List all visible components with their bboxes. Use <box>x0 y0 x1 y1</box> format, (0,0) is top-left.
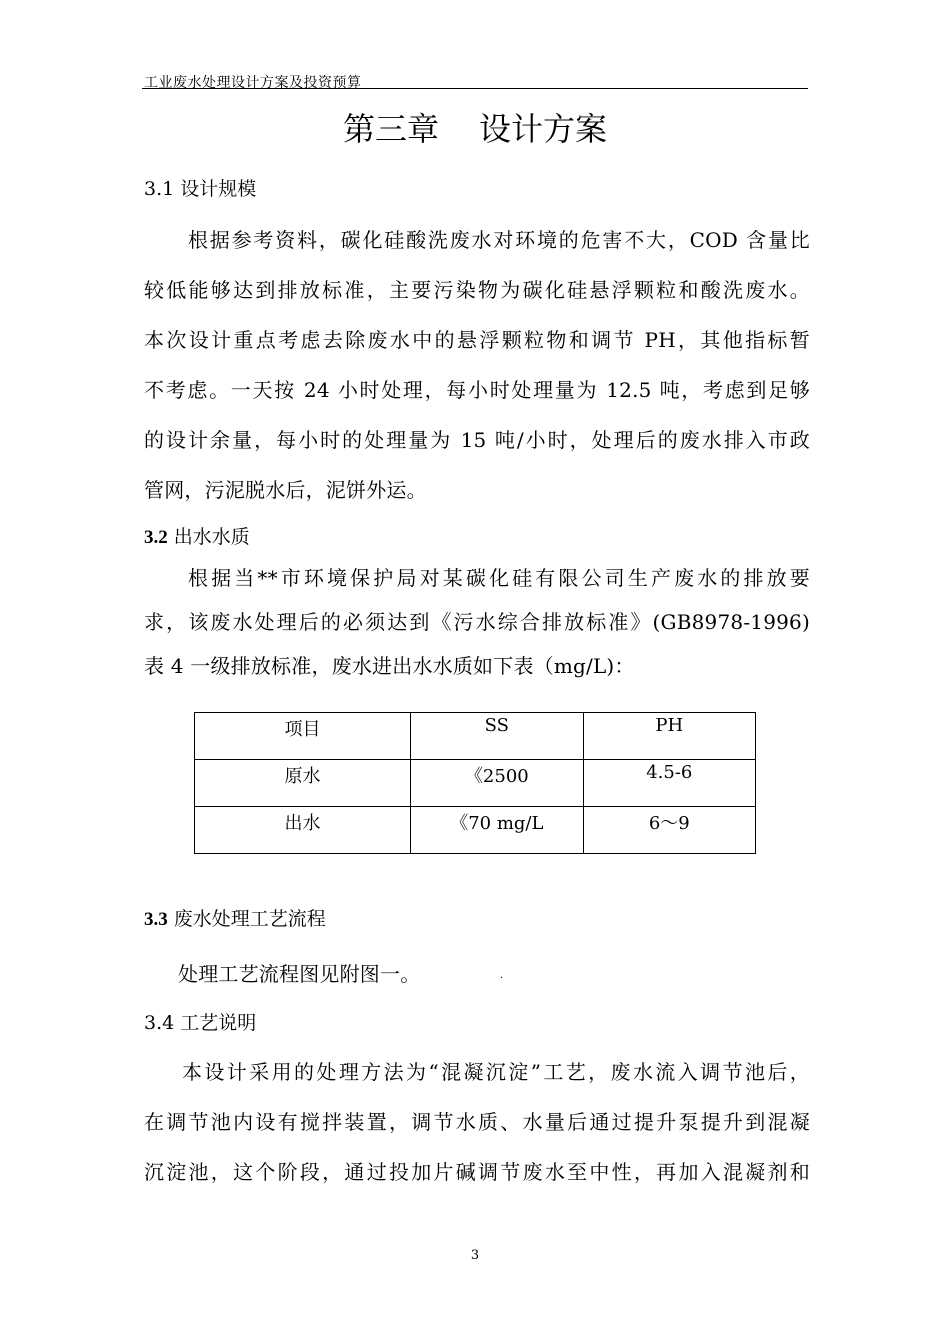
table-row <box>195 807 756 854</box>
section-number: 3.2 <box>144 527 168 548</box>
paragraph-line: 表 4 一级排放标准，废水进出水水质如下表（mg/L)： <box>144 654 635 678</box>
water-quality-table <box>194 712 756 854</box>
table-cell: 6～9 <box>583 807 755 854</box>
table-header-cell: 项目 <box>195 713 411 760</box>
section-number: 3.3 <box>144 909 168 930</box>
table-cell: 4.5-6 <box>583 760 755 807</box>
chapter-title <box>0 104 950 150</box>
section-title: 出水水质 <box>173 526 250 548</box>
paragraph-line: 沉淀池，这个阶段，通过投加片碱调节废水至中性，再加入混凝剂和 <box>144 1160 810 1184</box>
stray-mark: . <box>500 970 504 981</box>
paragraph-line: 根据当**市环境保护局对某碳化硅有限公司生产废水的排放要 <box>188 566 810 590</box>
table-row <box>195 760 756 807</box>
section-heading-3-1: 3.1 设计规模 <box>144 178 257 200</box>
paragraph-line: 处理工艺流程图见附图一。 <box>178 962 421 986</box>
paragraph-line: 不考虑。一天按 24 小时处理，每小时处理量为 12.5 吨，考虑到足够 <box>144 378 810 402</box>
table-header-row <box>195 713 756 760</box>
chapter-name: 设计方案 <box>479 110 608 148</box>
table-cell: 出水 <box>195 807 411 854</box>
table-cell: 《70 mg/L <box>411 807 584 854</box>
table-header-cell: PH <box>583 713 755 760</box>
paragraph-line: 在调节池内设有搅拌装置，调节水质、水量后通过提升泵提升到混凝 <box>144 1110 810 1134</box>
running-header: 工业废水处理设计方案及投资预算 <box>144 75 362 91</box>
section-heading-3-3 <box>144 904 326 931</box>
chapter-number: 第三章 <box>342 110 439 148</box>
table-cell: 《2500 <box>411 760 584 807</box>
table-cell: 原水 <box>195 760 411 807</box>
paragraph-line: 的设计余量，每小时的处理量为 15 吨/小时，处理后的废水排入市政 <box>144 428 810 452</box>
section-title: 废水处理工艺流程 <box>173 908 326 930</box>
table-header-cell: SS <box>411 713 584 760</box>
paragraph-line: 管网，污泥脱水后，泥饼外运。 <box>144 478 427 502</box>
section-heading-3-4: 3.4 工艺说明 <box>144 1012 257 1034</box>
paragraph-line: 本设计采用的处理方法为“混凝沉淀”工艺，废水流入调节池后， <box>182 1060 810 1084</box>
paragraph-line: 较低能够达到排放标准，主要污染物为碳化硅悬浮颗粒和酸洗废水。 <box>144 278 810 302</box>
header-divider <box>142 88 808 89</box>
page-number: 3 <box>470 1248 480 1263</box>
paragraph-line: 根据参考资料，碳化硅酸洗废水对环境的危害不大，COD 含量比 <box>188 228 810 252</box>
section-heading-3-2 <box>144 522 250 549</box>
paragraph-line: 本次设计重点考虑去除废水中的悬浮颗粒物和调节 PH，其他指标暂 <box>144 328 810 352</box>
paragraph-line: 求，该废水处理后的必须达到《污水综合排放标准》(GB8978-1996) <box>144 610 810 634</box>
